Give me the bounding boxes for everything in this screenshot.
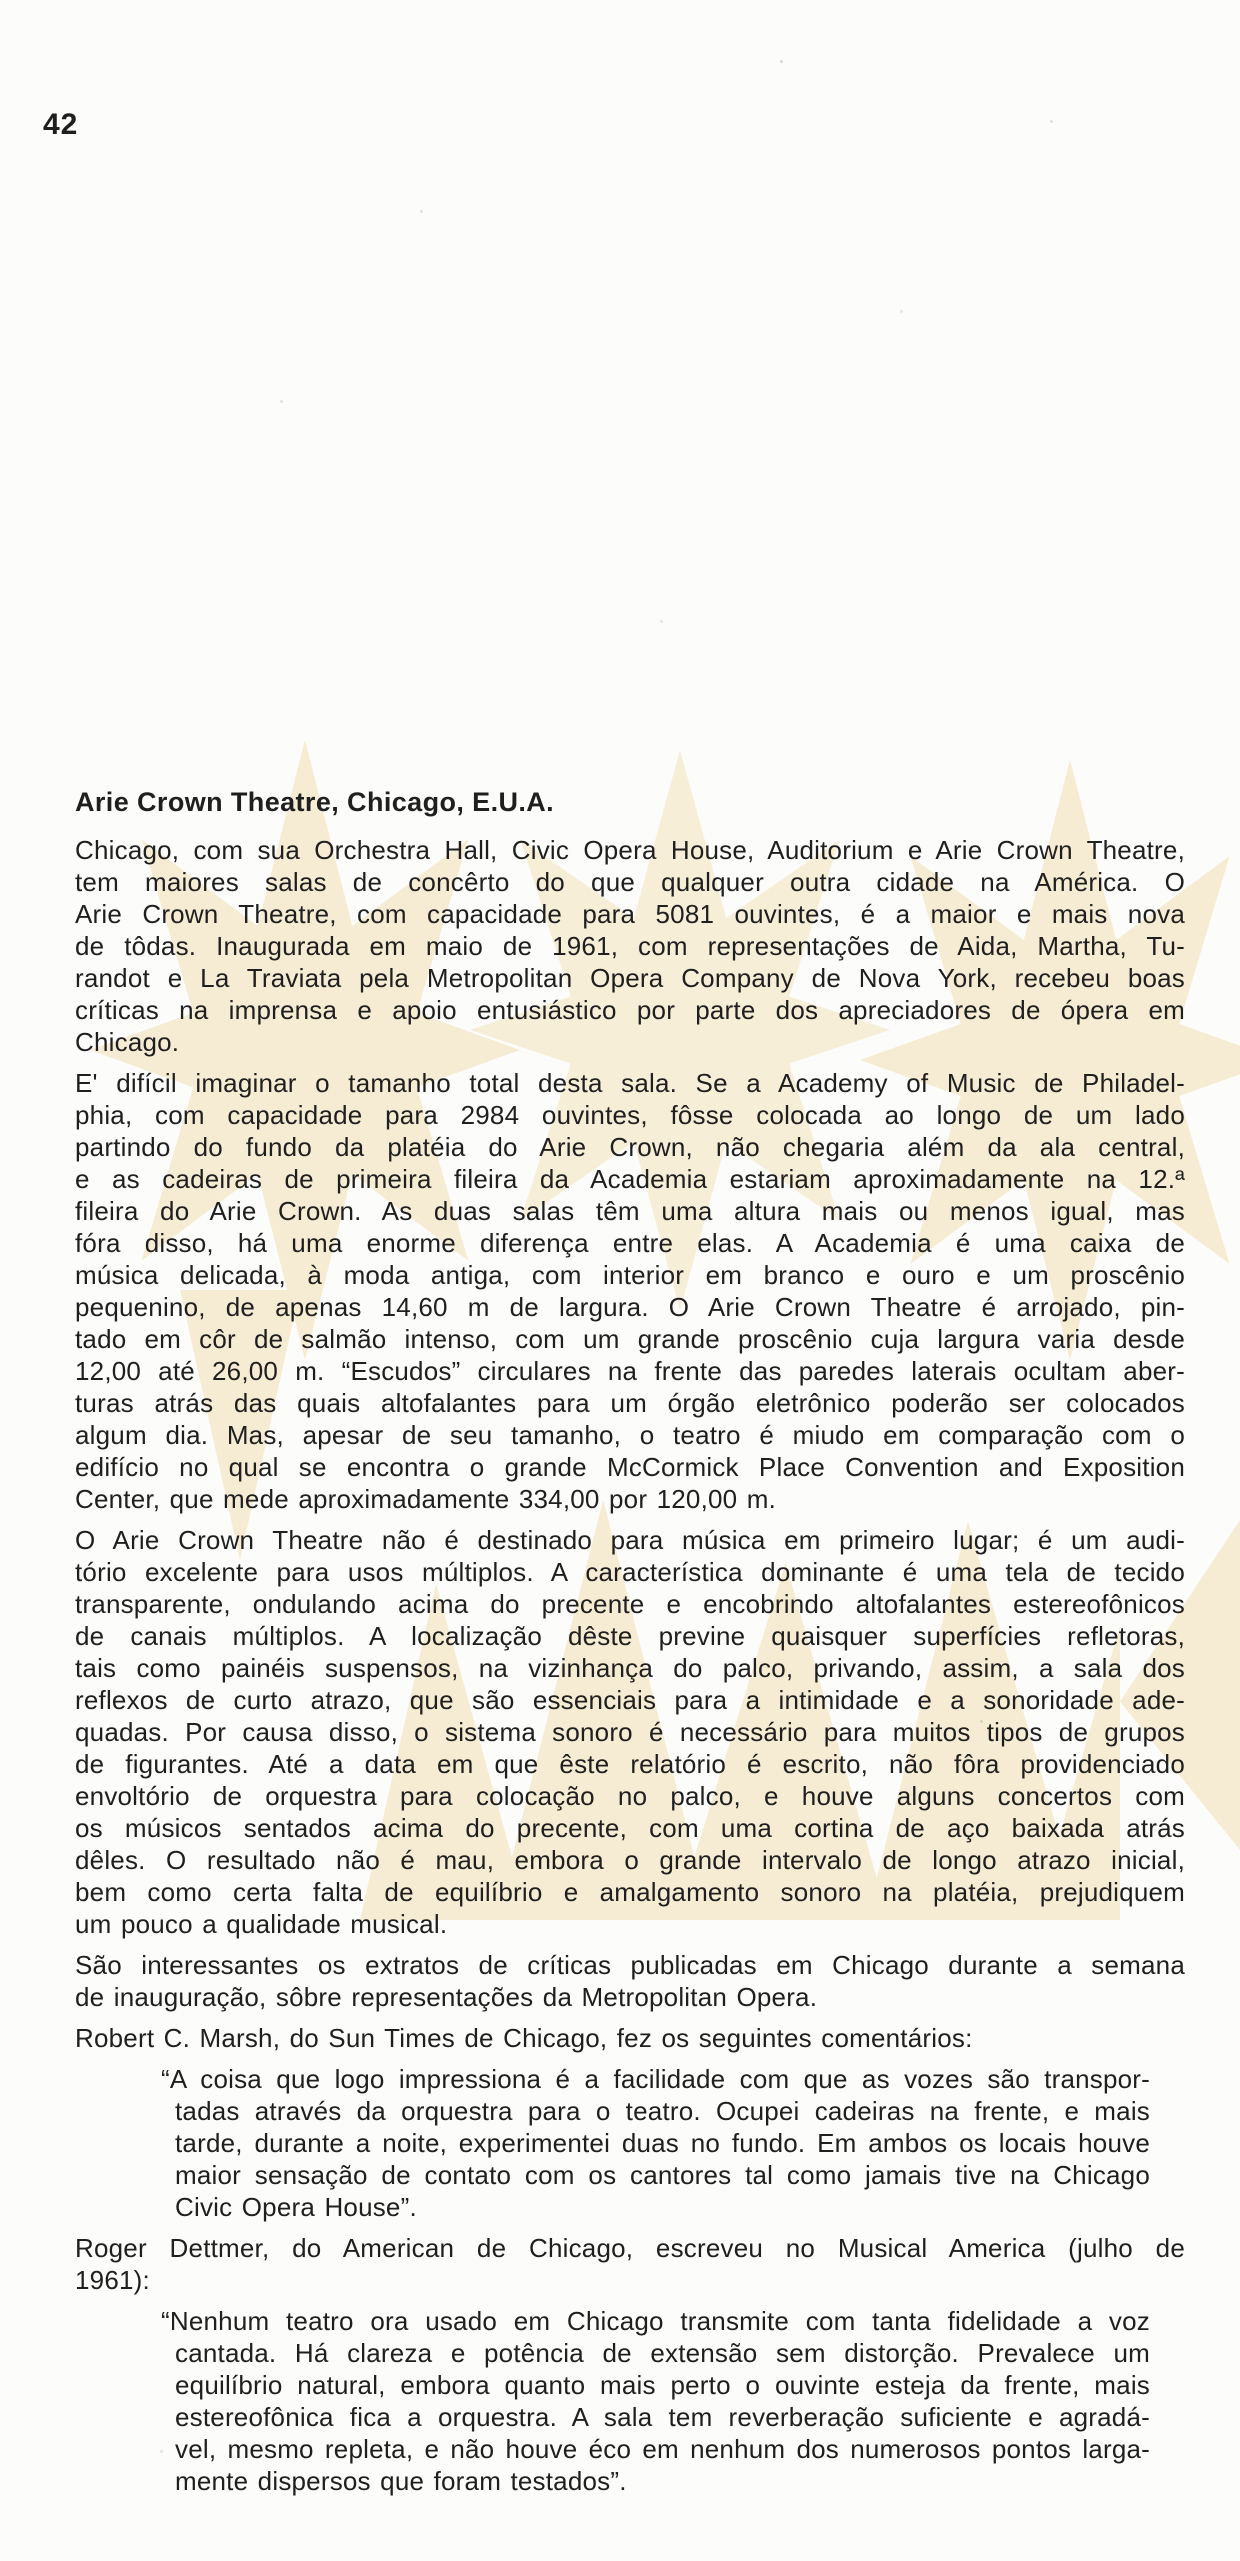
text-line: e as cadeiras de primeira fileira da Academia estariam aproximadamente na 12.ª (75, 1164, 1185, 1194)
paragraph (75, 1524, 1185, 1940)
text-line: Center, que mede aproximadamente 334,00 por 120,00 m. (75, 1484, 777, 1514)
text-line: Chicago. (75, 1027, 180, 1057)
text-line: Civic Opera House”. (175, 2192, 417, 2222)
text-line: O Arie Crown Theatre não é destinado para música em primeiro lugar; é um audi- (75, 1525, 1185, 1555)
text-line: tadas através da orquestra para o teatro. Ocupei cadeiras na frente, e mais (175, 2096, 1150, 2126)
text-line: turas atrás das quais altofalantes para um órgão eletrônico poderão ser colocados (75, 1388, 1185, 1418)
text-line: cantada. Há clareza e potência de extensão sem distorção. Prevalece um (175, 2338, 1150, 2368)
text-line: fóra disso, há uma enorme diferença entre elas. A Academia é uma caixa de (75, 1228, 1185, 1258)
text-line: Arie Crown Theatre, com capacidade para 5081 ouvintes, é a maior e mais nova (75, 899, 1185, 929)
text-line: “Nenhum teatro ora usado em Chicago transmite com tanta fidelidade a voz (161, 2306, 1150, 2336)
page-body (75, 786, 1185, 2497)
text-line: Roger Dettmer, do American de Chicago, escreveu no Musical America (julho de (75, 2233, 1185, 2263)
text-line: dêles. O resultado não é mau, embora o grande intervalo de longo atrazo inicial, (75, 1845, 1185, 1875)
text-line: bem como certa falta de equilíbrio e amalgamento sonoro na platéia, prejudiquem (75, 1877, 1185, 1907)
paragraph (75, 1949, 1185, 2013)
text-line: tarde, durante a noite, experimentei duas no fundo. Em ambos os locais houve (175, 2128, 1150, 2158)
text-line: partindo do fundo da platéia do Arie Crown, não chegaria além da ala central, (75, 1132, 1185, 1162)
text-line: randot e La Traviata pela Metropolitan Opera Company de Nova York, recebeu boas (75, 963, 1185, 993)
text-line: quadas. Por causa disso, o sistema sonoro é necessário para muitos tipos de grupos (75, 1717, 1185, 1747)
text-line: Robert C. Marsh, do Sun Times de Chicago, fez os seguintes comentários: (75, 2023, 973, 2053)
text-line: fileira do Arie Crown. As duas salas têm uma altura mais ou menos igual, mas (75, 1196, 1185, 1226)
text-line: maior sensação de contato com os cantores tal como jamais tive na Chicago (175, 2160, 1150, 2190)
text-line: algum dia. Mas, apesar de seu tamanho, o teatro é miudo em comparação com o (75, 1420, 1185, 1450)
text-line: 1961): (75, 2265, 150, 2295)
text-line: “A coisa que logo impressiona é a facilidade com que as vozes são transpor- (161, 2064, 1150, 2094)
page-number: 42 (43, 108, 79, 141)
text-line: tado em côr de salmão intenso, com um grande proscênio cuja largura varia desde (75, 1324, 1185, 1354)
quote-paragraph (161, 2063, 1150, 2223)
scan-speckle (780, 60, 783, 63)
text-line: de inauguração, sôbre representações da Metropolitan Opera. (75, 1982, 818, 2012)
text-line: phia, com capacidade para 2984 ouvintes, fôsse colocada ao longo de um lado (75, 1100, 1185, 1130)
text-line: um pouco a qualidade musical. (75, 1909, 448, 1939)
paragraph (75, 2232, 1185, 2296)
text-line: de canais múltiplos. A localização dêste previne quaisquer superfícies refletoras, (75, 1621, 1185, 1651)
text-line: vel, mesmo repleta, e não houve éco em nenhum dos numerosos pontos larga- (175, 2434, 1150, 2464)
paragraph (75, 1067, 1185, 1515)
text-line: equilíbrio natural, embora quanto mais perto o ouvinte esteja da frente, mais (175, 2370, 1150, 2400)
text-line: tório excelente para usos múltiplos. A característica dominante é uma tela de tecido (75, 1557, 1185, 1587)
text-line: São interessantes os extratos de críticas publicadas em Chicago durante a semana (75, 1950, 1185, 1980)
text-blocks (75, 834, 1185, 2497)
text-line: tem maiores salas de concêrto do que qualquer outra cidade na América. O (75, 867, 1185, 897)
text-line: críticas na imprensa e apoio entusiástico por parte dos apreciadores de ópera em (75, 995, 1185, 1025)
text-line: E' difícil imaginar o tamanho total desta sala. Se a Academy of Music de Philadel- (75, 1068, 1185, 1098)
text-line: tais como painéis suspensos, na vizinhança do palco, privando, assim, a sala dos (75, 1653, 1185, 1683)
text-line: Chicago, com sua Orchestra Hall, Civic Opera House, Auditorium e Arie Crown Theatre, (75, 835, 1185, 865)
text-line: transparente, ondulando acima do precente e encobrindo altofalantes estereofônicos (75, 1589, 1185, 1619)
paragraph (75, 2022, 1185, 2054)
text-line: reflexos de curto atrazo, que são essenciais para a intimidade e a sonoridade ade- (75, 1685, 1185, 1715)
text-line: 12,00 até 26,00 m. “Escudos” circulares na frente das paredes laterais ocultam aber- (75, 1356, 1185, 1386)
text-line: pequenino, de apenas 14,60 m de largura. O Arie Crown Theatre é arrojado, pin- (75, 1292, 1185, 1322)
text-line: música delicada, à moda antiga, com interior em branco e ouro e um proscênio (75, 1260, 1185, 1290)
text-line: estereofônica fica a orquestra. A sala tem reverberação suficiente e agradá- (175, 2402, 1150, 2432)
text-line: edifício no qual se encontra o grande McCormick Place Convention and Exposition (75, 1452, 1185, 1482)
text-line: envoltório de orquestra para colocação no palco, e houve alguns concertos com (75, 1781, 1185, 1811)
quote-paragraph (161, 2305, 1150, 2497)
text-line: os músicos sentados acima do precente, com uma cortina de aço baixada atrás (75, 1813, 1185, 1843)
text-line: de figurantes. Até a data em que êste relatório é escrito, não fôra providenciado (75, 1749, 1185, 1779)
paragraph (75, 834, 1185, 1058)
section-heading: Arie Crown Theatre, Chicago, E.U.A. (75, 787, 555, 817)
text-line: mente dispersos que foram testados”. (175, 2466, 627, 2496)
text-line: de tôdas. Inaugurada em maio de 1961, com representações de Aida, Martha, Tu- (75, 931, 1185, 961)
